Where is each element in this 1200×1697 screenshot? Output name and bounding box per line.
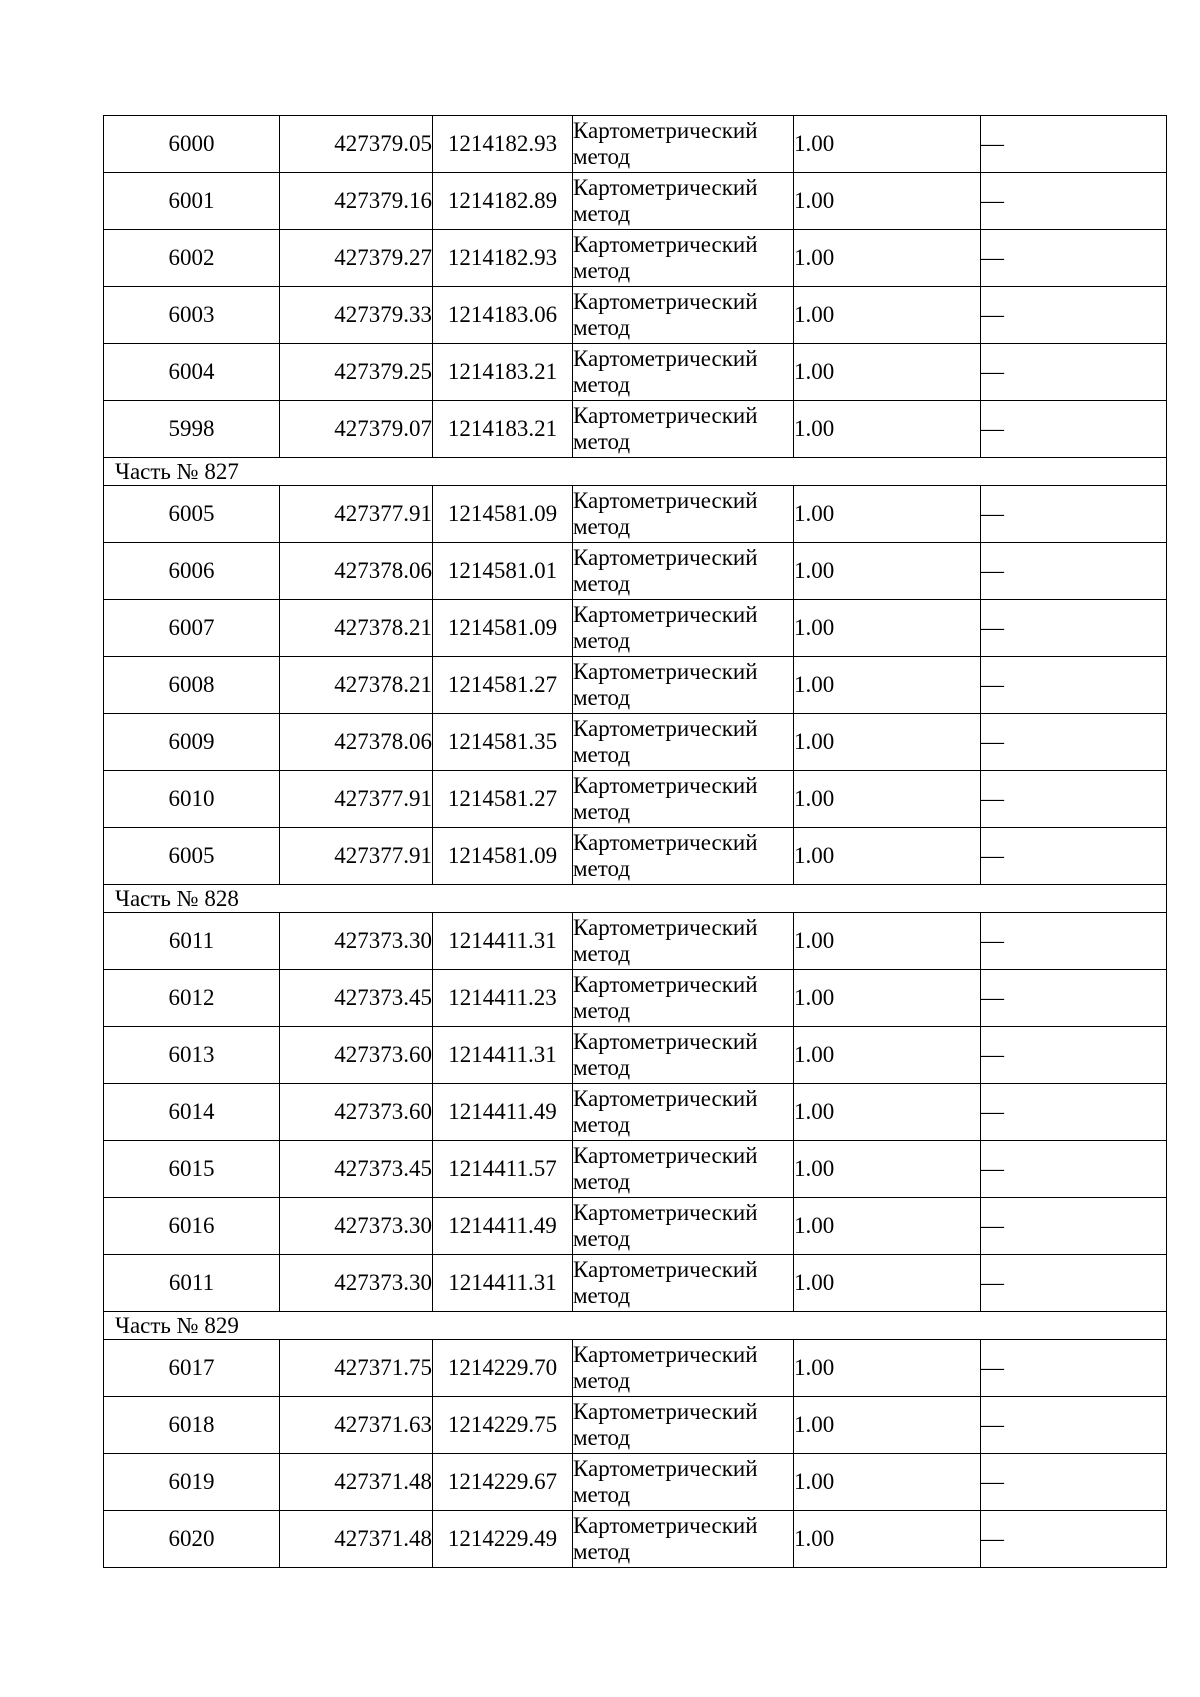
table-row	[104, 116, 1167, 173]
method-cell: Картометрический метод	[573, 714, 794, 771]
section-title: Часть № 828	[104, 885, 1167, 913]
table-row	[104, 970, 1167, 1027]
description-cell: —	[981, 714, 1167, 771]
table-row	[104, 1027, 1167, 1084]
point-number-cell: 6001	[104, 173, 280, 230]
description-cell: —	[981, 116, 1167, 173]
table-row	[104, 173, 1167, 230]
method-cell: Картометрический метод	[573, 1141, 794, 1198]
accuracy-cell: 1.00	[794, 344, 981, 401]
table-row	[104, 771, 1167, 828]
table-row	[104, 1397, 1167, 1454]
y-coordinate-cell: 1214229.75	[433, 1397, 573, 1454]
section-header-row	[104, 458, 1167, 486]
description-cell: —	[981, 913, 1167, 970]
description-cell: —	[981, 600, 1167, 657]
description-cell: —	[981, 1397, 1167, 1454]
method-cell: Картометрический метод	[573, 344, 794, 401]
accuracy-cell: 1.00	[794, 1511, 981, 1568]
point-number-cell: 6020	[104, 1511, 280, 1568]
method-cell: Картометрический метод	[573, 1454, 794, 1511]
accuracy-cell: 1.00	[794, 486, 981, 543]
y-coordinate-cell: 1214229.49	[433, 1511, 573, 1568]
point-number-cell: 6008	[104, 657, 280, 714]
table-row	[104, 657, 1167, 714]
x-coordinate-cell: 427377.91	[280, 486, 433, 543]
x-coordinate-cell: 427378.21	[280, 657, 433, 714]
x-coordinate-cell: 427378.06	[280, 714, 433, 771]
table-row	[104, 1084, 1167, 1141]
method-cell: Картометрический метод	[573, 771, 794, 828]
y-coordinate-cell: 1214411.49	[433, 1084, 573, 1141]
method-cell: Картометрический метод	[573, 1511, 794, 1568]
description-cell: —	[981, 173, 1167, 230]
table-row	[104, 543, 1167, 600]
accuracy-cell: 1.00	[794, 1340, 981, 1397]
x-coordinate-cell: 427373.30	[280, 1198, 433, 1255]
accuracy-cell: 1.00	[794, 1255, 981, 1312]
accuracy-cell: 1.00	[794, 173, 981, 230]
y-coordinate-cell: 1214411.31	[433, 913, 573, 970]
method-cell: Картометрический метод	[573, 600, 794, 657]
table-row	[104, 401, 1167, 458]
table-row	[104, 913, 1167, 970]
x-coordinate-cell: 427378.21	[280, 600, 433, 657]
point-number-cell: 6019	[104, 1454, 280, 1511]
accuracy-cell: 1.00	[794, 1141, 981, 1198]
x-coordinate-cell: 427379.05	[280, 116, 433, 173]
method-cell: Картометрический метод	[573, 1198, 794, 1255]
point-number-cell: 6011	[104, 1255, 280, 1312]
section-header-row	[104, 1312, 1167, 1340]
point-number-cell: 6000	[104, 116, 280, 173]
y-coordinate-cell: 1214581.01	[433, 543, 573, 600]
description-cell: —	[981, 1511, 1167, 1568]
accuracy-cell: 1.00	[794, 287, 981, 344]
table-row	[104, 714, 1167, 771]
y-coordinate-cell: 1214229.67	[433, 1454, 573, 1511]
description-cell: —	[981, 1141, 1167, 1198]
method-cell: Картометрический метод	[573, 173, 794, 230]
description-cell: —	[981, 771, 1167, 828]
table-row	[104, 230, 1167, 287]
method-cell: Картометрический метод	[573, 1084, 794, 1141]
point-number-cell: 6016	[104, 1198, 280, 1255]
accuracy-cell: 1.00	[794, 1198, 981, 1255]
method-cell: Картометрический метод	[573, 543, 794, 600]
y-coordinate-cell: 1214411.57	[433, 1141, 573, 1198]
accuracy-cell: 1.00	[794, 543, 981, 600]
point-number-cell: 6003	[104, 287, 280, 344]
accuracy-cell: 1.00	[794, 230, 981, 287]
point-number-cell: 6011	[104, 913, 280, 970]
y-coordinate-cell: 1214411.31	[433, 1027, 573, 1084]
table-row	[104, 1454, 1167, 1511]
point-number-cell: 6010	[104, 771, 280, 828]
table-row	[104, 344, 1167, 401]
table-row	[104, 1198, 1167, 1255]
y-coordinate-cell: 1214411.23	[433, 970, 573, 1027]
point-number-cell: 6017	[104, 1340, 280, 1397]
accuracy-cell: 1.00	[794, 1454, 981, 1511]
description-cell: —	[981, 1454, 1167, 1511]
y-coordinate-cell: 1214581.27	[433, 771, 573, 828]
coordinates-table	[103, 115, 1167, 1568]
method-cell: Картометрический метод	[573, 287, 794, 344]
y-coordinate-cell: 1214183.06	[433, 287, 573, 344]
method-cell: Картометрический метод	[573, 1397, 794, 1454]
accuracy-cell: 1.00	[794, 828, 981, 885]
y-coordinate-cell: 1214581.27	[433, 657, 573, 714]
method-cell: Картометрический метод	[573, 486, 794, 543]
section-title: Часть № 827	[104, 458, 1167, 486]
y-coordinate-cell: 1214581.09	[433, 828, 573, 885]
table-row	[104, 1511, 1167, 1568]
method-cell: Картометрический метод	[573, 116, 794, 173]
point-number-cell: 6015	[104, 1141, 280, 1198]
accuracy-cell: 1.00	[794, 1397, 981, 1454]
accuracy-cell: 1.00	[794, 913, 981, 970]
accuracy-cell: 1.00	[794, 970, 981, 1027]
accuracy-cell: 1.00	[794, 401, 981, 458]
description-cell: —	[981, 1340, 1167, 1397]
method-cell: Картометрический метод	[573, 1340, 794, 1397]
accuracy-cell: 1.00	[794, 657, 981, 714]
point-number-cell: 5998	[104, 401, 280, 458]
accuracy-cell: 1.00	[794, 1084, 981, 1141]
coordinates-table-body	[104, 116, 1167, 1568]
method-cell: Картометрический метод	[573, 230, 794, 287]
y-coordinate-cell: 1214581.09	[433, 600, 573, 657]
description-cell: —	[981, 970, 1167, 1027]
description-cell: —	[981, 657, 1167, 714]
table-row	[104, 1340, 1167, 1397]
x-coordinate-cell: 427377.91	[280, 771, 433, 828]
y-coordinate-cell: 1214183.21	[433, 344, 573, 401]
x-coordinate-cell: 427373.60	[280, 1027, 433, 1084]
x-coordinate-cell: 427373.60	[280, 1084, 433, 1141]
point-number-cell: 6004	[104, 344, 280, 401]
accuracy-cell: 1.00	[794, 771, 981, 828]
x-coordinate-cell: 427371.48	[280, 1511, 433, 1568]
description-cell: —	[981, 344, 1167, 401]
method-cell: Картометрический метод	[573, 970, 794, 1027]
table-row	[104, 486, 1167, 543]
description-cell: —	[981, 230, 1167, 287]
accuracy-cell: 1.00	[794, 1027, 981, 1084]
x-coordinate-cell: 427371.63	[280, 1397, 433, 1454]
y-coordinate-cell: 1214411.31	[433, 1255, 573, 1312]
x-coordinate-cell: 427373.30	[280, 1255, 433, 1312]
section-header-row	[104, 885, 1167, 913]
y-coordinate-cell: 1214182.93	[433, 116, 573, 173]
table-row	[104, 1141, 1167, 1198]
description-cell: —	[981, 543, 1167, 600]
method-cell: Картометрический метод	[573, 913, 794, 970]
x-coordinate-cell: 427377.91	[280, 828, 433, 885]
point-number-cell: 6012	[104, 970, 280, 1027]
description-cell: —	[981, 401, 1167, 458]
x-coordinate-cell: 427379.16	[280, 173, 433, 230]
y-coordinate-cell: 1214581.09	[433, 486, 573, 543]
point-number-cell: 6006	[104, 543, 280, 600]
x-coordinate-cell: 427371.75	[280, 1340, 433, 1397]
point-number-cell: 6002	[104, 230, 280, 287]
x-coordinate-cell: 427371.48	[280, 1454, 433, 1511]
x-coordinate-cell: 427373.45	[280, 970, 433, 1027]
x-coordinate-cell: 427379.25	[280, 344, 433, 401]
y-coordinate-cell: 1214182.89	[433, 173, 573, 230]
description-cell: —	[981, 1198, 1167, 1255]
x-coordinate-cell: 427373.45	[280, 1141, 433, 1198]
y-coordinate-cell: 1214183.21	[433, 401, 573, 458]
table-row	[104, 1255, 1167, 1312]
table-row	[104, 828, 1167, 885]
section-title: Часть № 829	[104, 1312, 1167, 1340]
y-coordinate-cell: 1214581.35	[433, 714, 573, 771]
x-coordinate-cell: 427379.07	[280, 401, 433, 458]
point-number-cell: 6018	[104, 1397, 280, 1454]
method-cell: Картометрический метод	[573, 1255, 794, 1312]
description-cell: —	[981, 828, 1167, 885]
method-cell: Картометрический метод	[573, 401, 794, 458]
description-cell: —	[981, 486, 1167, 543]
description-cell: —	[981, 1255, 1167, 1312]
x-coordinate-cell: 427379.33	[280, 287, 433, 344]
y-coordinate-cell: 1214182.93	[433, 230, 573, 287]
point-number-cell: 6009	[104, 714, 280, 771]
method-cell: Картометрический метод	[573, 1027, 794, 1084]
y-coordinate-cell: 1214411.49	[433, 1198, 573, 1255]
y-coordinate-cell: 1214229.70	[433, 1340, 573, 1397]
point-number-cell: 6013	[104, 1027, 280, 1084]
accuracy-cell: 1.00	[794, 714, 981, 771]
table-row	[104, 287, 1167, 344]
point-number-cell: 6014	[104, 1084, 280, 1141]
method-cell: Картометрический метод	[573, 828, 794, 885]
description-cell: —	[981, 287, 1167, 344]
point-number-cell: 6007	[104, 600, 280, 657]
x-coordinate-cell: 427378.06	[280, 543, 433, 600]
accuracy-cell: 1.00	[794, 600, 981, 657]
table-row	[104, 600, 1167, 657]
point-number-cell: 6005	[104, 828, 280, 885]
description-cell: —	[981, 1084, 1167, 1141]
point-number-cell: 6005	[104, 486, 280, 543]
description-cell: —	[981, 1027, 1167, 1084]
accuracy-cell: 1.00	[794, 116, 981, 173]
method-cell: Картометрический метод	[573, 657, 794, 714]
x-coordinate-cell: 427379.27	[280, 230, 433, 287]
x-coordinate-cell: 427373.30	[280, 913, 433, 970]
